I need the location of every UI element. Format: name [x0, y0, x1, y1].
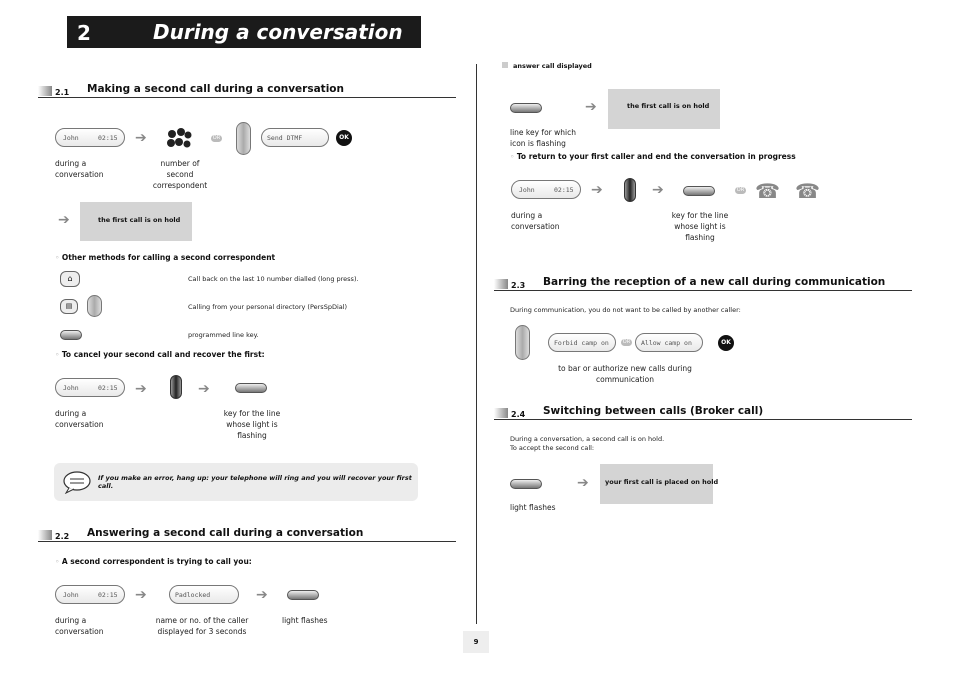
caption-number: number of second correspondent	[152, 159, 208, 190]
display-time: 02:15	[98, 134, 118, 142]
caption-key: key for the line whose light is flashing	[223, 409, 281, 440]
caption-name: name or no. of the caller displayed for 3 seconds	[155, 616, 249, 636]
navigator-icon[interactable]	[236, 122, 251, 155]
arrow-icon: ➔	[135, 381, 147, 397]
method-text: Call back on the last 10 number dialled (long press).	[188, 275, 359, 283]
display-name: John	[519, 186, 535, 194]
hold-status-box	[600, 464, 719, 504]
section-marker	[38, 530, 52, 540]
section-title: Making a second call during a conversation	[87, 83, 344, 95]
chapter-number: 2	[77, 21, 91, 45]
hold-status-text: the first call is on hold	[98, 216, 181, 224]
keypad-icon	[166, 128, 192, 150]
line-key-icon[interactable]	[287, 590, 319, 600]
forbid-label: Forbid camp on	[554, 339, 609, 347]
or-separator: OR	[212, 135, 221, 141]
navigator-icon[interactable]	[87, 295, 102, 317]
bullet-square	[502, 62, 508, 68]
caption-during: during a conversation	[55, 159, 104, 179]
chapter-header	[67, 16, 421, 48]
method-text: programmed line key.	[188, 331, 259, 339]
directory-icon[interactable]: ▤	[60, 299, 78, 314]
hold-status-box	[608, 89, 720, 129]
handset-icon[interactable]	[624, 178, 636, 202]
display-screen	[55, 378, 125, 397]
caption-bar: to bar or authorize new calls during communication	[558, 364, 692, 384]
handset-icon[interactable]	[170, 375, 182, 399]
caption-linekey: line key for which icon is flashing	[510, 128, 576, 148]
section-number: 2.3	[511, 281, 526, 290]
section-rule	[494, 290, 912, 291]
send-dtmf-label: Send DTMF	[267, 134, 303, 142]
forbid-camp-on-display[interactable]	[548, 333, 616, 352]
hold-status-box	[80, 202, 192, 241]
section-marker	[38, 86, 52, 96]
hang-up-icon[interactable]: ☎	[795, 179, 820, 203]
section-rule	[38, 97, 456, 98]
caption-during: during a conversation	[511, 211, 560, 231]
method-text: Calling from your personal directory (PersSpDial)	[188, 303, 348, 311]
arrow-icon: ➔	[198, 381, 210, 397]
section-marker	[494, 279, 508, 289]
or-separator: OR	[736, 187, 745, 193]
cancel-heading: ◦ To cancel your second call and recover the first:	[55, 350, 265, 359]
section-rule	[494, 419, 912, 420]
caller-name: Padlocked	[175, 591, 211, 599]
caption-light: light flashes	[510, 503, 556, 512]
caption-during: during a conversation	[55, 616, 104, 636]
allow-camp-on-display[interactable]	[635, 333, 703, 352]
display-screen	[511, 180, 581, 199]
hold-status-text: your first call is placed on hold	[605, 478, 719, 486]
note-text: If you make an error, hang up: your telephone will ring and you will recover your first call.	[98, 474, 412, 490]
note-icon	[62, 470, 92, 494]
arrow-icon: ➔	[591, 182, 603, 198]
display-time: 02:15	[554, 186, 574, 194]
other-methods-heading: ◦ Other methods for calling a second correspondent	[55, 253, 275, 262]
caller-display	[169, 585, 239, 604]
line-key-icon[interactable]	[510, 103, 542, 113]
line-key-icon[interactable]	[235, 383, 267, 393]
send-dtmf-display[interactable]	[261, 128, 329, 147]
page-number: 9	[463, 631, 489, 653]
arrow-icon: ➔	[135, 587, 147, 603]
section-title: Answering a second call during a conversation	[87, 527, 364, 539]
arrow-icon: ➔	[585, 99, 597, 115]
display-screen	[55, 585, 125, 604]
display-screen	[55, 128, 125, 147]
answer-heading: answer call displayed	[513, 62, 592, 70]
section-number: 2.4	[511, 410, 526, 419]
line-key-icon[interactable]	[683, 186, 715, 196]
section-intro: To accept the second call:	[510, 444, 595, 452]
section-rule	[38, 541, 456, 542]
or-separator: OR	[622, 339, 631, 345]
redial-icon[interactable]: ⌂	[60, 271, 80, 287]
display-name: John	[63, 384, 79, 392]
section-title: Switching between calls (Broker call)	[543, 405, 764, 417]
allow-label: Allow camp on	[641, 339, 692, 347]
caption-during: during a conversation	[55, 409, 104, 429]
arrow-icon: ➔	[652, 182, 664, 198]
ok-button[interactable]: OK	[336, 130, 352, 146]
chapter-title: During a conversation	[153, 20, 403, 44]
caption-key: key for the line whose light is flashing	[671, 211, 729, 242]
hang-up-icon[interactable]: ☎	[755, 179, 780, 203]
caption-light: light flashes	[282, 616, 328, 625]
navigator-icon[interactable]	[515, 325, 530, 360]
arrow-icon: ➔	[58, 212, 70, 228]
ok-button[interactable]: OK	[718, 335, 734, 351]
display-time: 02:15	[98, 384, 118, 392]
section-marker	[494, 408, 508, 418]
section-intro: During communication, you do not want to be called by another caller:	[510, 306, 741, 314]
section-number: 2.1	[55, 88, 70, 97]
display-name: John	[63, 134, 79, 142]
arrow-icon: ➔	[135, 130, 147, 146]
display-time: 02:15	[98, 591, 118, 599]
section-number: 2.2	[55, 532, 70, 541]
line-key-icon[interactable]	[60, 330, 82, 340]
arrow-icon: ➔	[577, 475, 589, 491]
section-intro: During a conversation, a second call is on hold.	[510, 435, 665, 443]
arrow-icon: ➔	[256, 587, 268, 603]
trying-heading: ◦ A second correspondent is trying to call you:	[55, 557, 252, 566]
column-divider	[476, 64, 477, 624]
line-key-icon[interactable]	[510, 479, 542, 489]
display-name: John	[63, 591, 79, 599]
return-heading: ◦ To return to your first caller and end the conversation in progress	[510, 152, 796, 161]
hold-status-text: the first call is on hold	[627, 102, 710, 110]
section-title: Barring the reception of a new call during communication	[543, 276, 886, 288]
